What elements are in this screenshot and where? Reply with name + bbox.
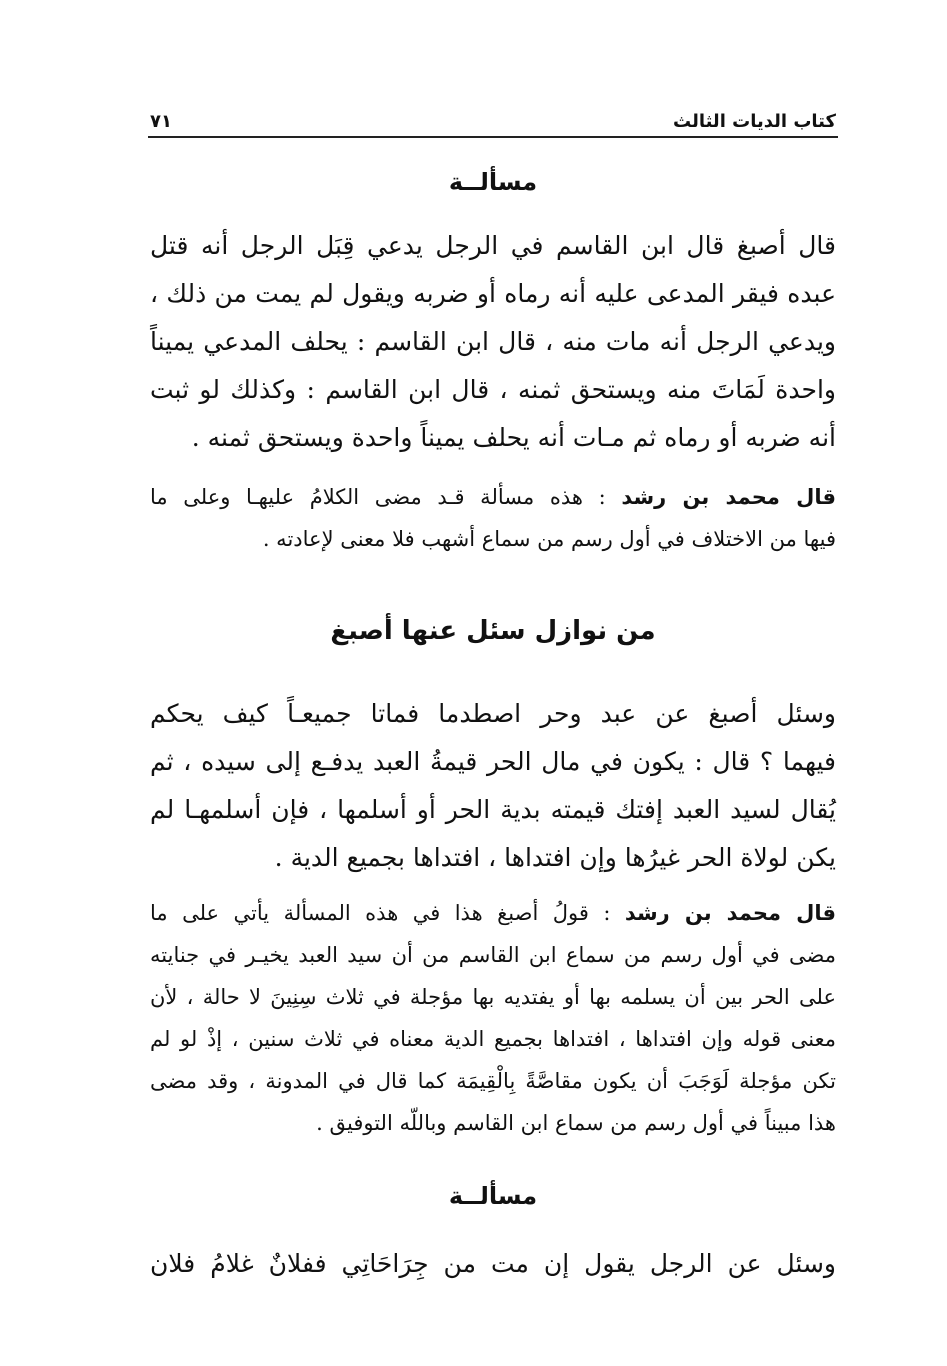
text-line: يكن لولاة الحر غيرُها وإن افتداها ، افتداها بجميع الدية . xyxy=(274,843,836,872)
text-line: عبده فيقر المدعى عليه أنه رماه أو ضربه ويقول لم يمت من ذلك ، xyxy=(150,279,836,308)
text-line: هذا مبيناً في أول رسم من سماع ابن القاسم وباللّه التوفيق . xyxy=(316,1111,836,1135)
text-line: مضى في أول رسم من سماع ابن القاسم من أن سيد العبد يخيـر في جنايته xyxy=(150,943,836,967)
header-rule xyxy=(148,136,838,138)
commentary-1 xyxy=(150,476,836,560)
text-line: قال أصبغ قال ابن القاسم في الرجل يدعي قِبَل الرجل أنه قتل xyxy=(150,231,836,260)
section-heading-1: مسألــة xyxy=(448,168,538,196)
text-line: أنه ضربه أو رماه ثم مـات أنه يحلف يميناً واحدة ويستحق ثمنه . xyxy=(191,423,836,452)
section-heading-3: مسألــة xyxy=(448,1182,538,1210)
text-line: فيهما ؟ قال : يكون في مال الحر قيمةُ العبد يدفـع إلى سيده ، ثم xyxy=(150,747,836,776)
commentary-2 xyxy=(150,892,836,1144)
text-line: يُقال لسيد العبد إفتك قيمته بدية الحر أو أسلمها ، فإن أسلمهـا لم xyxy=(150,795,836,824)
paragraph-1 xyxy=(150,222,836,462)
text-line: معنى قوله وإن افتداها ، افتداها بجميع الدية معناه في ثلاث سنين ، إذْ لو لم xyxy=(150,1027,836,1051)
text-line: على الحر بين أن يسلمه بها أو يفتديه بها مؤجلة في ثلاث سِنِينَ لا حالة ، لأن xyxy=(150,985,836,1009)
commentary-first-line xyxy=(150,892,836,934)
text-line: وسئل عن الرجل يقول إن مت من جِرَاحَاتِي ففلانٌ غلامُ فلان xyxy=(150,1249,836,1278)
paragraph-2 xyxy=(150,690,836,882)
text-line: تكن مؤجلة لَوَجَبَ أن يكون مقاصَّةً بِالْقِيمَة كما قال في المدونة ، وقد مضى xyxy=(150,1069,836,1093)
speaker-name: قال محمد بن رشد xyxy=(624,901,836,925)
text-line: وسئل أصبغ عن عبد وحر اصطدما فماتا جميعـاً كيف يحكم xyxy=(150,699,836,728)
commentary-first-line xyxy=(150,476,836,518)
running-header xyxy=(150,98,836,132)
text-line: فيها من الاختلاف في أول رسم من سماع أشهب فلا معنى لإعادته . xyxy=(262,527,836,551)
text-line: واحدة لَمَاتَ منه ويستحق ثمنه ، قال ابن القاسم : وكذلك لو ثبت xyxy=(150,375,836,404)
book-title: كتاب الديات الثالث xyxy=(673,111,836,132)
text-line: ويدعي الرجل أنه مات منه ، قال ابن القاسم : يحلف المدعي يميناً xyxy=(150,327,836,356)
page-number: ٧١ xyxy=(150,111,172,132)
commentary-text: : قولُ أصبغ هذا في هذه المسألة يأتي على ما xyxy=(150,901,611,925)
paragraph-3 xyxy=(150,1240,836,1288)
section-heading-2: من نوازل سئل عنها أصبغ xyxy=(330,616,656,646)
commentary-text: : هذه مسألة قـد مضى الكلامُ عليهـا وعلى ما xyxy=(150,485,606,509)
speaker-name: قال محمد بن رشد xyxy=(621,485,836,509)
